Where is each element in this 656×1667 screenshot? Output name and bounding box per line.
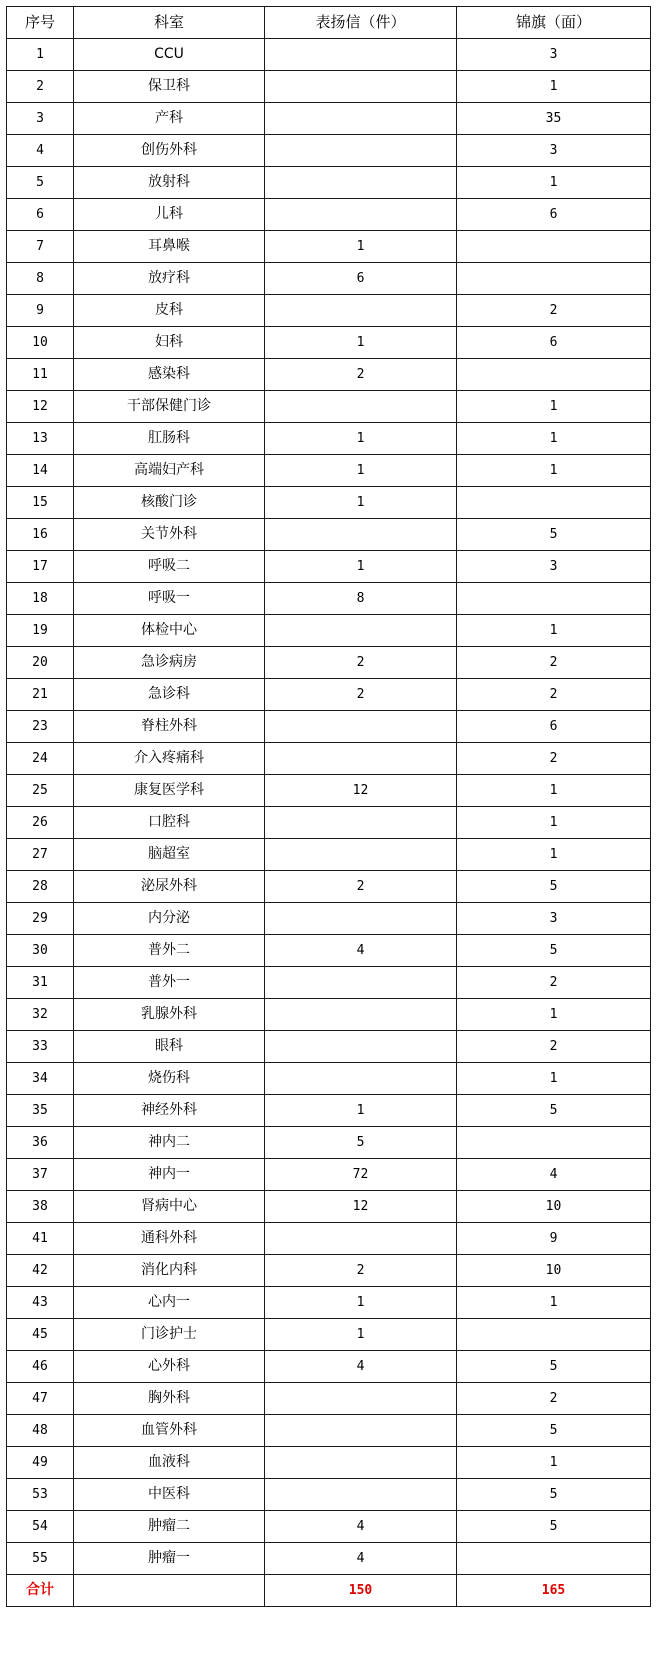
- table-row: [7, 103, 651, 135]
- cell-department: 神内二: [74, 1127, 265, 1159]
- cell-banners: [457, 263, 651, 295]
- cell-index: 34: [7, 1063, 74, 1095]
- cell-banners: 2: [457, 295, 651, 327]
- cell-index: 35: [7, 1095, 74, 1127]
- table-row: [7, 711, 651, 743]
- cell-banners: 3: [457, 135, 651, 167]
- cell-index: 26: [7, 807, 74, 839]
- table-row: [7, 423, 651, 455]
- cell-letters: 1: [265, 455, 457, 487]
- cell-department: 放疗科: [74, 263, 265, 295]
- header-department: 科室: [74, 7, 265, 39]
- cell-banners: 9: [457, 1223, 651, 1255]
- table-row: [7, 1255, 651, 1287]
- cell-banners: 1: [457, 999, 651, 1031]
- cell-banners: 2: [457, 647, 651, 679]
- table-row: [7, 1191, 651, 1223]
- total-department: [74, 1575, 265, 1607]
- cell-department: 介入疼痛科: [74, 743, 265, 775]
- cell-department: 皮科: [74, 295, 265, 327]
- table-row: [7, 743, 651, 775]
- cell-index: 7: [7, 231, 74, 263]
- cell-index: 12: [7, 391, 74, 423]
- cell-index: 45: [7, 1319, 74, 1351]
- cell-banners: 3: [457, 903, 651, 935]
- cell-banners: 5: [457, 871, 651, 903]
- cell-department: 放射科: [74, 167, 265, 199]
- cell-banners: 1: [457, 1447, 651, 1479]
- table-row: [7, 1511, 651, 1543]
- table-row: [7, 647, 651, 679]
- table-row: [7, 1287, 651, 1319]
- cell-department: 保卫科: [74, 71, 265, 103]
- cell-department: CCU: [74, 39, 265, 71]
- cell-index: 18: [7, 583, 74, 615]
- cell-index: 23: [7, 711, 74, 743]
- cell-index: 46: [7, 1351, 74, 1383]
- cell-department: 急诊病房: [74, 647, 265, 679]
- cell-letters: 4: [265, 1543, 457, 1575]
- cell-banners: 2: [457, 743, 651, 775]
- cell-index: 41: [7, 1223, 74, 1255]
- cell-index: 32: [7, 999, 74, 1031]
- cell-department: 肛肠科: [74, 423, 265, 455]
- cell-index: 20: [7, 647, 74, 679]
- cell-department: 妇科: [74, 327, 265, 359]
- table-row: [7, 583, 651, 615]
- cell-letters: [265, 711, 457, 743]
- cell-index: 21: [7, 679, 74, 711]
- cell-letters: [265, 103, 457, 135]
- cell-banners: 1: [457, 167, 651, 199]
- cell-letters: 1: [265, 1319, 457, 1351]
- cell-department: 呼吸二: [74, 551, 265, 583]
- table-row: [7, 679, 651, 711]
- cell-letters: 6: [265, 263, 457, 295]
- cell-department: 感染科: [74, 359, 265, 391]
- cell-banners: [457, 487, 651, 519]
- cell-letters: 12: [265, 775, 457, 807]
- cell-banners: 2: [457, 967, 651, 999]
- cell-letters: [265, 1383, 457, 1415]
- cell-letters: [265, 1031, 457, 1063]
- cell-letters: 2: [265, 647, 457, 679]
- cell-banners: 1: [457, 807, 651, 839]
- table-row: [7, 1351, 651, 1383]
- cell-banners: [457, 1543, 651, 1575]
- cell-department: 关节外科: [74, 519, 265, 551]
- cell-letters: [265, 39, 457, 71]
- cell-letters: [265, 743, 457, 775]
- cell-letters: [265, 1447, 457, 1479]
- cell-letters: 12: [265, 1191, 457, 1223]
- cell-index: 54: [7, 1511, 74, 1543]
- cell-department: 高端妇产科: [74, 455, 265, 487]
- table-row: [7, 775, 651, 807]
- table-row: [7, 615, 651, 647]
- cell-department: 血管外科: [74, 1415, 265, 1447]
- table-row: [7, 359, 651, 391]
- table-row: [7, 391, 651, 423]
- cell-letters: 1: [265, 1287, 457, 1319]
- cell-letters: 1: [265, 327, 457, 359]
- cell-index: 2: [7, 71, 74, 103]
- cell-index: 27: [7, 839, 74, 871]
- cell-department: 耳鼻喉: [74, 231, 265, 263]
- cell-department: 血液科: [74, 1447, 265, 1479]
- table-row: [7, 551, 651, 583]
- table-row: [7, 167, 651, 199]
- cell-index: 55: [7, 1543, 74, 1575]
- cell-letters: 4: [265, 935, 457, 967]
- cell-banners: [457, 1127, 651, 1159]
- header-banners: 锦旗（面）: [457, 7, 651, 39]
- total-row: [7, 1575, 651, 1607]
- cell-banners: 5: [457, 519, 651, 551]
- cell-index: 19: [7, 615, 74, 647]
- cell-banners: 5: [457, 1351, 651, 1383]
- cell-index: 1: [7, 39, 74, 71]
- table-row: [7, 263, 651, 295]
- cell-department: 产科: [74, 103, 265, 135]
- cell-letters: 1: [265, 487, 457, 519]
- cell-banners: [457, 231, 651, 263]
- cell-banners: 1: [457, 423, 651, 455]
- table-row: [7, 903, 651, 935]
- cell-banners: 1: [457, 775, 651, 807]
- cell-department: 普外一: [74, 967, 265, 999]
- cell-department: 核酸门诊: [74, 487, 265, 519]
- cell-letters: 1: [265, 1095, 457, 1127]
- cell-department: 儿科: [74, 199, 265, 231]
- cell-banners: 3: [457, 39, 651, 71]
- cell-letters: 4: [265, 1511, 457, 1543]
- cell-letters: 5: [265, 1127, 457, 1159]
- cell-department: 康复医学科: [74, 775, 265, 807]
- cell-department: 呼吸一: [74, 583, 265, 615]
- table-row: [7, 487, 651, 519]
- cell-index: 37: [7, 1159, 74, 1191]
- cell-letters: [265, 1415, 457, 1447]
- cell-letters: [265, 295, 457, 327]
- cell-department: 中医科: [74, 1479, 265, 1511]
- cell-letters: [265, 167, 457, 199]
- cell-index: 10: [7, 327, 74, 359]
- cell-banners: 1: [457, 615, 651, 647]
- cell-letters: [265, 807, 457, 839]
- table-row: [7, 807, 651, 839]
- cell-index: 38: [7, 1191, 74, 1223]
- cell-banners: 10: [457, 1255, 651, 1287]
- cell-banners: 5: [457, 1511, 651, 1543]
- table-row: [7, 455, 651, 487]
- cell-banners: 6: [457, 327, 651, 359]
- cell-letters: [265, 1063, 457, 1095]
- cell-department: 体检中心: [74, 615, 265, 647]
- table-row: [7, 871, 651, 903]
- table-row: [7, 1223, 651, 1255]
- cell-department: 普外二: [74, 935, 265, 967]
- cell-index: 31: [7, 967, 74, 999]
- header-index: 序号: [7, 7, 74, 39]
- table-row: [7, 1383, 651, 1415]
- cell-letters: [265, 967, 457, 999]
- table-row: [7, 135, 651, 167]
- cell-index: 5: [7, 167, 74, 199]
- cell-letters: [265, 1223, 457, 1255]
- table-row: [7, 1319, 651, 1351]
- cell-department: 烧伤科: [74, 1063, 265, 1095]
- cell-index: 17: [7, 551, 74, 583]
- table-row: [7, 199, 651, 231]
- cell-index: 36: [7, 1127, 74, 1159]
- table-row: [7, 1031, 651, 1063]
- cell-banners: 1: [457, 1063, 651, 1095]
- commendation-table: [6, 6, 651, 1607]
- cell-letters: [265, 839, 457, 871]
- cell-index: 11: [7, 359, 74, 391]
- cell-letters: [265, 903, 457, 935]
- cell-index: 28: [7, 871, 74, 903]
- cell-index: 53: [7, 1479, 74, 1511]
- cell-department: 创伤外科: [74, 135, 265, 167]
- cell-banners: 1: [457, 71, 651, 103]
- total-banners: 165: [457, 1575, 651, 1607]
- cell-letters: [265, 999, 457, 1031]
- cell-department: 门诊护士: [74, 1319, 265, 1351]
- total-letters: 150: [265, 1575, 457, 1607]
- cell-index: 4: [7, 135, 74, 167]
- cell-letters: [265, 519, 457, 551]
- cell-banners: [457, 359, 651, 391]
- cell-index: 16: [7, 519, 74, 551]
- cell-index: 42: [7, 1255, 74, 1287]
- cell-letters: 1: [265, 231, 457, 263]
- table-row: [7, 39, 651, 71]
- cell-department: 脑超室: [74, 839, 265, 871]
- cell-department: 泌尿外科: [74, 871, 265, 903]
- table-row: [7, 1063, 651, 1095]
- cell-department: 肿瘤二: [74, 1511, 265, 1543]
- cell-letters: 2: [265, 359, 457, 391]
- cell-index: 48: [7, 1415, 74, 1447]
- header-letters: 表扬信（件）: [265, 7, 457, 39]
- cell-banners: 35: [457, 103, 651, 135]
- cell-letters: 1: [265, 551, 457, 583]
- cell-banners: 10: [457, 1191, 651, 1223]
- table-row: [7, 295, 651, 327]
- cell-banners: 5: [457, 1479, 651, 1511]
- cell-banners: 2: [457, 1383, 651, 1415]
- cell-banners: 5: [457, 935, 651, 967]
- cell-department: 神内一: [74, 1159, 265, 1191]
- cell-banners: 2: [457, 1031, 651, 1063]
- cell-index: 3: [7, 103, 74, 135]
- cell-banners: 5: [457, 1415, 651, 1447]
- table-body: [7, 7, 651, 1607]
- table-row: [7, 1479, 651, 1511]
- cell-index: 24: [7, 743, 74, 775]
- cell-department: 心内一: [74, 1287, 265, 1319]
- cell-banners: 6: [457, 711, 651, 743]
- table-row: [7, 519, 651, 551]
- cell-department: 神经外科: [74, 1095, 265, 1127]
- table-row: [7, 327, 651, 359]
- cell-index: 9: [7, 295, 74, 327]
- cell-department: 脊柱外科: [74, 711, 265, 743]
- cell-index: 49: [7, 1447, 74, 1479]
- cell-banners: 2: [457, 679, 651, 711]
- cell-index: 43: [7, 1287, 74, 1319]
- cell-department: 通科外科: [74, 1223, 265, 1255]
- cell-banners: [457, 1319, 651, 1351]
- cell-letters: [265, 615, 457, 647]
- cell-letters: 4: [265, 1351, 457, 1383]
- table-row: [7, 1095, 651, 1127]
- cell-letters: 2: [265, 1255, 457, 1287]
- cell-department: 眼科: [74, 1031, 265, 1063]
- cell-department: 胸外科: [74, 1383, 265, 1415]
- cell-banners: 1: [457, 839, 651, 871]
- table-row: [7, 231, 651, 263]
- cell-letters: [265, 71, 457, 103]
- cell-banners: 1: [457, 1287, 651, 1319]
- cell-department: 肿瘤一: [74, 1543, 265, 1575]
- cell-index: 47: [7, 1383, 74, 1415]
- cell-letters: 2: [265, 871, 457, 903]
- total-label: 合计: [7, 1575, 74, 1607]
- table-row: [7, 71, 651, 103]
- header-row: [7, 7, 651, 39]
- cell-index: 14: [7, 455, 74, 487]
- cell-index: 29: [7, 903, 74, 935]
- cell-index: 15: [7, 487, 74, 519]
- cell-letters: [265, 199, 457, 231]
- cell-letters: [265, 391, 457, 423]
- table-row: [7, 1159, 651, 1191]
- cell-department: 干部保健门诊: [74, 391, 265, 423]
- cell-banners: 1: [457, 391, 651, 423]
- cell-department: 乳腺外科: [74, 999, 265, 1031]
- cell-department: 心外科: [74, 1351, 265, 1383]
- cell-department: 消化内科: [74, 1255, 265, 1287]
- cell-letters: 72: [265, 1159, 457, 1191]
- table-row: [7, 839, 651, 871]
- cell-index: 6: [7, 199, 74, 231]
- cell-banners: 6: [457, 199, 651, 231]
- table-row: [7, 999, 651, 1031]
- cell-banners: 4: [457, 1159, 651, 1191]
- cell-banners: 5: [457, 1095, 651, 1127]
- table-row: [7, 1415, 651, 1447]
- cell-index: 30: [7, 935, 74, 967]
- cell-index: 33: [7, 1031, 74, 1063]
- cell-banners: [457, 583, 651, 615]
- table-row: [7, 1543, 651, 1575]
- cell-department: 口腔科: [74, 807, 265, 839]
- cell-index: 13: [7, 423, 74, 455]
- cell-letters: 2: [265, 679, 457, 711]
- cell-index: 8: [7, 263, 74, 295]
- cell-department: 肾病中心: [74, 1191, 265, 1223]
- cell-department: 内分泌: [74, 903, 265, 935]
- cell-letters: 8: [265, 583, 457, 615]
- cell-letters: [265, 135, 457, 167]
- cell-banners: 1: [457, 455, 651, 487]
- cell-index: 25: [7, 775, 74, 807]
- cell-letters: 1: [265, 423, 457, 455]
- cell-department: 急诊科: [74, 679, 265, 711]
- cell-letters: [265, 1479, 457, 1511]
- table-row: [7, 935, 651, 967]
- table-row: [7, 1447, 651, 1479]
- table-row: [7, 1127, 651, 1159]
- cell-banners: 3: [457, 551, 651, 583]
- table-row: [7, 967, 651, 999]
